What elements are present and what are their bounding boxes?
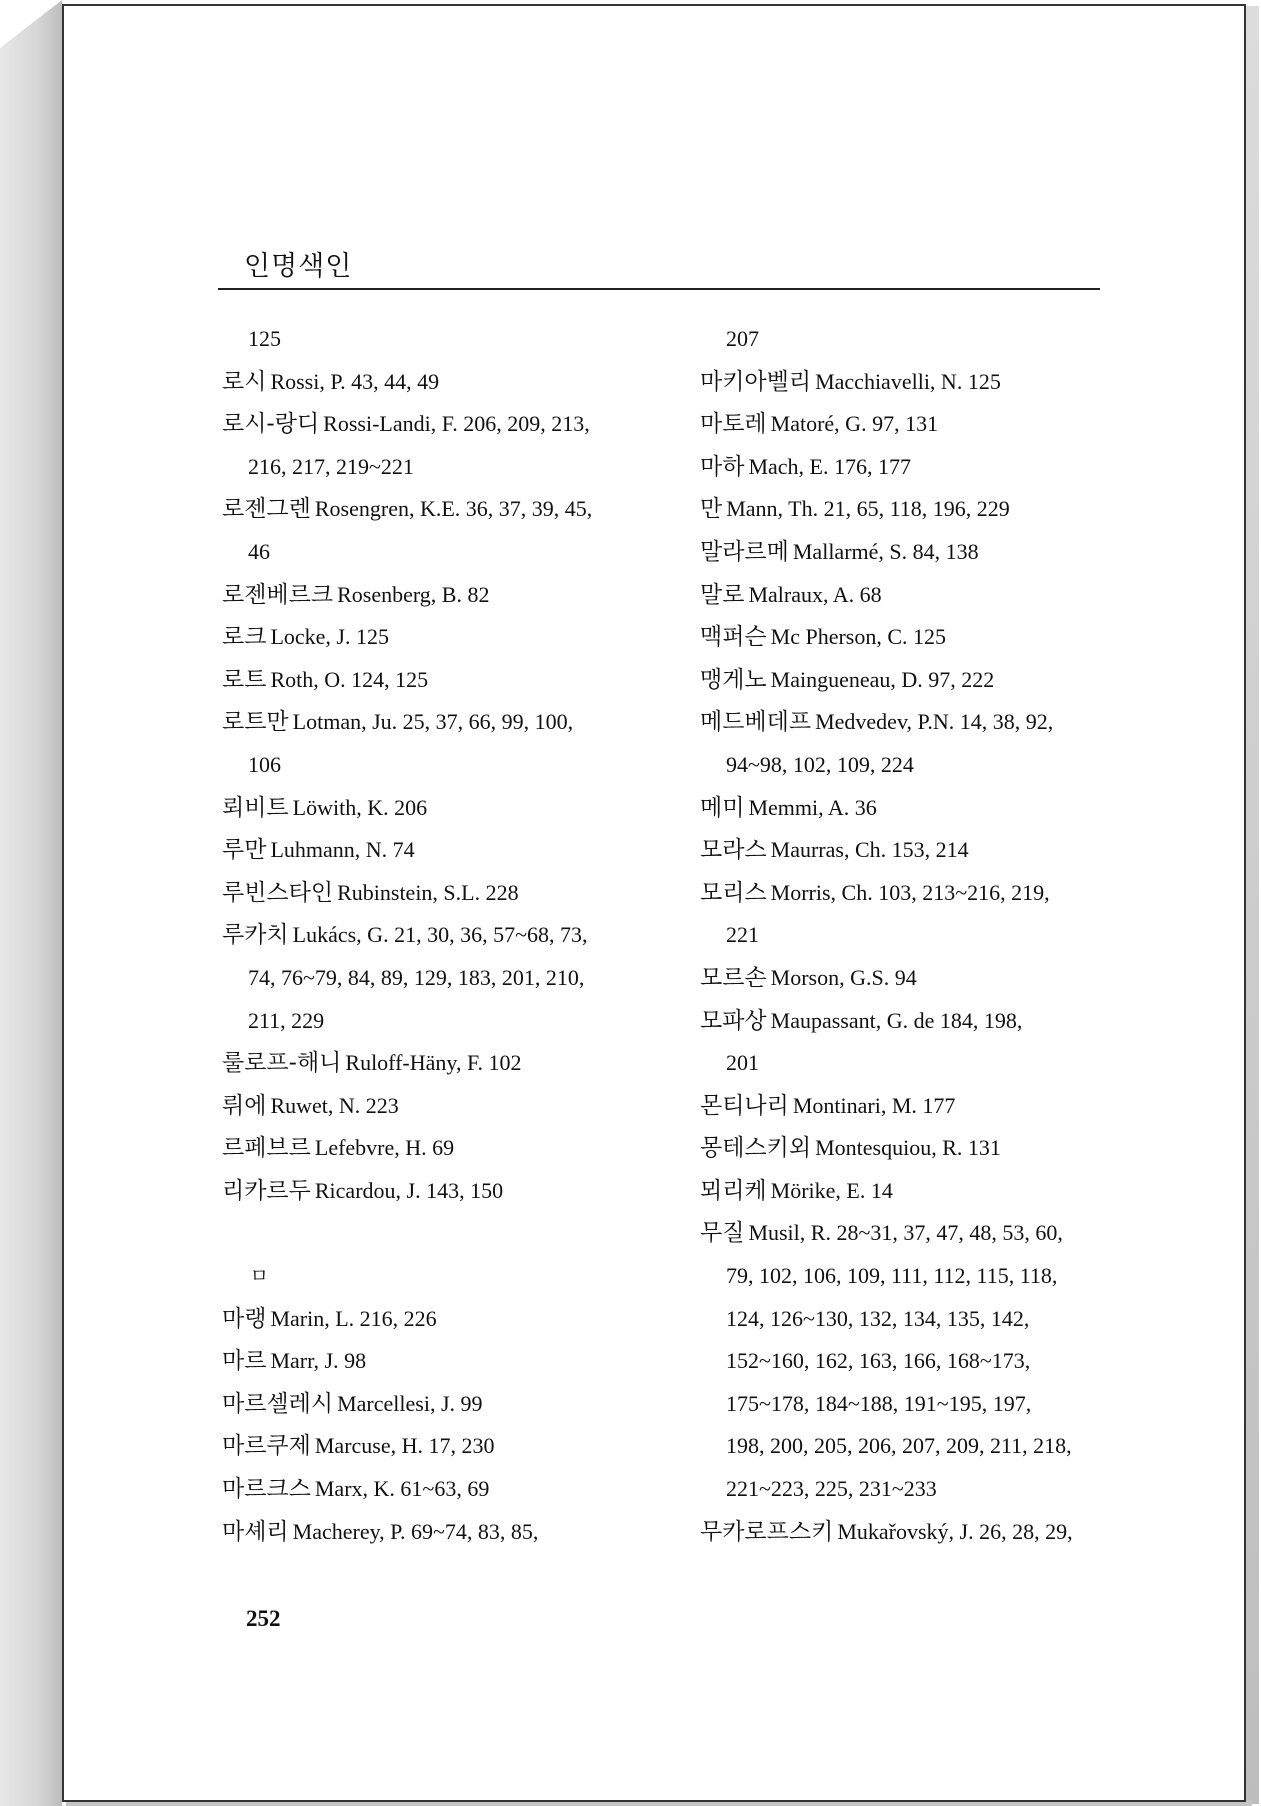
index-continuation-line xyxy=(700,914,1120,957)
korean-name: 메미 xyxy=(700,794,745,821)
korean-name: 만 xyxy=(700,496,723,523)
entry-text: Ricardou, J. 143, 150 xyxy=(314,1177,504,1203)
index-entry xyxy=(700,659,1120,702)
index-entry xyxy=(222,1042,652,1085)
korean-name: 마키아벨리 xyxy=(700,368,812,395)
entry-text: Mukařovský, J. 26, 28, 29, xyxy=(837,1518,1073,1544)
index-continuation-line xyxy=(222,744,652,787)
entry-text: Marx, K. 61~63, 69 xyxy=(314,1476,490,1502)
entry-text: Macchiavelli, N. 125 xyxy=(815,368,1001,394)
index-entry xyxy=(222,1340,652,1383)
korean-name: 말라르메 xyxy=(700,538,789,565)
index-entry xyxy=(222,1425,652,1468)
korean-name: 맹게노 xyxy=(700,666,767,693)
korean-name: 모파상 xyxy=(700,1007,767,1034)
index-entry xyxy=(222,361,652,404)
korean-name: 마토레 xyxy=(700,411,767,438)
entry-text: Lukács, G. 21, 30, 36, 57~68, 73, xyxy=(292,922,588,948)
right-index-list xyxy=(700,318,1120,1553)
entry-text: Rosenberg, B. 82 xyxy=(337,581,490,607)
left-column xyxy=(222,318,652,1553)
korean-name: 말로 xyxy=(700,581,745,608)
korean-name: 로시 xyxy=(222,368,267,395)
header-rule xyxy=(218,288,1100,290)
korean-name: 마르셀레시 xyxy=(222,1390,334,1417)
index-entry xyxy=(700,1127,1120,1170)
korean-name: 무질 xyxy=(700,1220,745,1247)
entry-text: Marr, J. 98 xyxy=(270,1348,367,1374)
index-entry xyxy=(700,701,1120,744)
korean-name: 루만 xyxy=(222,837,267,864)
entry-text: Marin, L. 216, 226 xyxy=(270,1305,437,1331)
korean-name: 마르크스 xyxy=(222,1476,311,1503)
section-heading: ㅁ xyxy=(250,1265,269,1288)
entry-text: Mallarmé, S. 84, 138 xyxy=(792,538,979,564)
index-entry xyxy=(700,1511,1120,1554)
index-continuation-line xyxy=(700,1425,1120,1468)
index-entry xyxy=(222,488,652,531)
index-entry xyxy=(700,1085,1120,1128)
entry-text: 46 xyxy=(248,538,270,564)
index-entry xyxy=(700,403,1120,446)
index-entry xyxy=(700,616,1120,659)
index-entry xyxy=(700,1212,1120,1255)
entry-text: Medvedev, P.N. 14, 38, 92, xyxy=(815,709,1054,735)
entry-text: Roth, O. 124, 125 xyxy=(270,666,429,692)
korean-name: 르페브르 xyxy=(222,1135,311,1162)
entry-text: Löwith, K. 206 xyxy=(292,794,428,820)
korean-name: 로시-랑디 xyxy=(222,411,320,438)
entry-text: 175~178, 184~188, 191~195, 197, xyxy=(726,1390,1032,1416)
korean-name: 뢰비트 xyxy=(222,794,289,821)
korean-name: 마랭 xyxy=(222,1305,267,1332)
index-continuation-line xyxy=(222,957,652,1000)
entry-text: 207 xyxy=(726,326,759,351)
entry-text: Luhmann, N. 74 xyxy=(270,837,415,863)
index-entry xyxy=(700,1000,1120,1043)
index-continuation-line xyxy=(700,744,1120,787)
korean-name: 로젠그렌 xyxy=(222,496,311,523)
index-entry xyxy=(222,914,652,957)
entry-text: Mc Pherson, C. 125 xyxy=(770,624,947,650)
index-continuation-line xyxy=(700,1468,1120,1511)
entry-text: 221~223, 225, 231~233 xyxy=(726,1476,937,1502)
korean-name: 몬티나리 xyxy=(700,1092,789,1119)
entry-text: Rossi-Landi, F. 206, 209, 213, xyxy=(323,411,590,437)
page-number: 252 xyxy=(246,1606,281,1631)
entry-text: Maupassant, G. de 184, 198, xyxy=(770,1007,1023,1033)
entry-text: 94~98, 102, 109, 224 xyxy=(726,751,914,777)
index-continuation-line xyxy=(222,446,652,489)
index-entry xyxy=(222,1127,652,1170)
entry-text: Malraux, A. 68 xyxy=(748,581,882,607)
entry-text: 216, 217, 219~221 xyxy=(248,453,414,479)
section-gap xyxy=(222,1212,652,1255)
entry-text: 152~160, 162, 163, 166, 168~173, xyxy=(726,1348,1031,1374)
index-entry xyxy=(700,488,1120,531)
entry-text: Morson, G.S. 94 xyxy=(770,964,917,990)
index-continuation-line xyxy=(700,1298,1120,1341)
korean-name: 로젠베르크 xyxy=(222,581,334,608)
korean-name: 마하 xyxy=(700,453,745,480)
korean-name: 루카치 xyxy=(222,922,289,949)
index-entry xyxy=(700,1170,1120,1213)
index-entry xyxy=(222,1085,652,1128)
entry-text: Rossi, P. 43, 44, 49 xyxy=(270,368,440,394)
index-continuation-line xyxy=(222,1000,652,1043)
index-entry xyxy=(222,829,652,872)
entry-text: Mörike, E. 14 xyxy=(770,1177,893,1203)
entry-text: Morris, Ch. 103, 213~216, 219, xyxy=(770,879,1050,905)
index-continuation-line xyxy=(222,318,652,361)
index-entry xyxy=(222,403,652,446)
entry-text: Memmi, A. 36 xyxy=(748,794,877,820)
entry-text: Matoré, G. 97, 131 xyxy=(770,411,939,437)
index-continuation-line xyxy=(700,1255,1120,1298)
index-continuation-line xyxy=(700,318,1120,361)
korean-name: 맥퍼슨 xyxy=(700,624,767,651)
index-entry xyxy=(222,1170,652,1213)
entry-text: 125 xyxy=(248,326,281,351)
korean-name: 마셰리 xyxy=(222,1518,289,1545)
korean-name: 메드베데프 xyxy=(700,709,812,736)
index-entry xyxy=(222,1383,652,1426)
index-entry xyxy=(222,1511,652,1554)
entry-text: 79, 102, 106, 109, 111, 112, 115, 118, xyxy=(726,1263,1058,1289)
entry-text: Musil, R. 28~31, 37, 47, 48, 53, 60, xyxy=(748,1220,1063,1246)
korean-name: 로트만 xyxy=(222,709,289,736)
index-continuation-line xyxy=(700,1042,1120,1085)
page-edge-right xyxy=(1246,6,1259,1804)
index-entry xyxy=(222,659,652,702)
index-entry xyxy=(700,872,1120,915)
index-entry xyxy=(222,1468,652,1511)
korean-name: 리카르두 xyxy=(222,1177,311,1204)
entry-text: Rubinstein, S.L. 228 xyxy=(337,879,519,905)
index-entry xyxy=(222,872,652,915)
entry-text: Montesquiou, R. 131 xyxy=(815,1135,1001,1161)
index-entry xyxy=(222,787,652,830)
index-continuation-line xyxy=(700,1383,1120,1426)
entry-text: 74, 76~79, 84, 89, 129, 183, 201, 210, xyxy=(248,964,585,990)
index-continuation-line xyxy=(700,1340,1120,1383)
entry-text: Rosengren, K.E. 36, 37, 39, 45, xyxy=(314,496,593,522)
korean-name: 뤼에 xyxy=(222,1092,267,1119)
entry-text: Ruloff-Häny, F. 102 xyxy=(345,1050,522,1076)
index-entry xyxy=(222,574,652,617)
entry-text: Ruwet, N. 223 xyxy=(270,1092,399,1118)
entry-text: Mach, E. 176, 177 xyxy=(748,453,911,479)
entry-text: 198, 200, 205, 206, 207, 209, 211, 218, xyxy=(726,1433,1072,1459)
index-entry xyxy=(700,787,1120,830)
index-entry xyxy=(700,829,1120,872)
index-continuation-line xyxy=(222,531,652,574)
korean-name: 로크 xyxy=(222,624,267,651)
entry-text: 211, 229 xyxy=(248,1007,325,1033)
entry-text: 201 xyxy=(726,1050,759,1076)
index-entry xyxy=(700,957,1120,1000)
korean-name: 몽테스키외 xyxy=(700,1135,812,1162)
entry-text: Marcellesi, J. 99 xyxy=(337,1390,483,1416)
index-entry xyxy=(700,531,1120,574)
entry-text: 221 xyxy=(726,922,759,948)
book-spine xyxy=(0,0,62,1806)
index-entry xyxy=(700,446,1120,489)
entry-text: Maingueneau, D. 97, 222 xyxy=(770,666,995,692)
entry-text: 124, 126~130, 132, 134, 135, 142, xyxy=(726,1305,1030,1331)
korean-name: 뫼리케 xyxy=(700,1177,767,1204)
entry-text: Mann, Th. 21, 65, 118, 196, 229 xyxy=(726,496,1010,522)
right-column xyxy=(700,318,1120,1553)
entry-text: Maurras, Ch. 153, 214 xyxy=(770,837,969,863)
entry-text: Lefebvre, H. 69 xyxy=(314,1135,455,1161)
index-entry xyxy=(700,361,1120,404)
korean-name: 루빈스타인 xyxy=(222,879,334,906)
index-entry xyxy=(700,574,1120,617)
korean-name: 무카로프스키 xyxy=(700,1518,834,1545)
korean-name: 마르쿠제 xyxy=(222,1433,311,1460)
korean-name: 모르손 xyxy=(700,964,767,991)
entry-text: Lotman, Ju. 25, 37, 66, 99, 100, xyxy=(292,709,574,735)
entry-text: Macherey, P. 69~74, 83, 85, xyxy=(292,1518,539,1544)
running-head: 인명색인 xyxy=(244,251,353,282)
korean-name: 로트 xyxy=(222,666,267,693)
korean-name: 모리스 xyxy=(700,879,767,906)
entry-text: 106 xyxy=(248,751,281,777)
korean-name: 룰로프-해니 xyxy=(222,1050,342,1077)
korean-name: 마르 xyxy=(222,1348,267,1375)
index-entry xyxy=(222,616,652,659)
entry-text: Marcuse, H. 17, 230 xyxy=(314,1433,495,1459)
entry-text: Montinari, M. 177 xyxy=(792,1092,956,1118)
entry-text: Locke, J. 125 xyxy=(270,624,389,650)
korean-name: 모라스 xyxy=(700,837,767,864)
left-index-list xyxy=(222,318,652,1212)
index-entry xyxy=(222,1298,652,1341)
left-index-list-after xyxy=(222,1298,652,1554)
index-entry xyxy=(222,701,652,744)
